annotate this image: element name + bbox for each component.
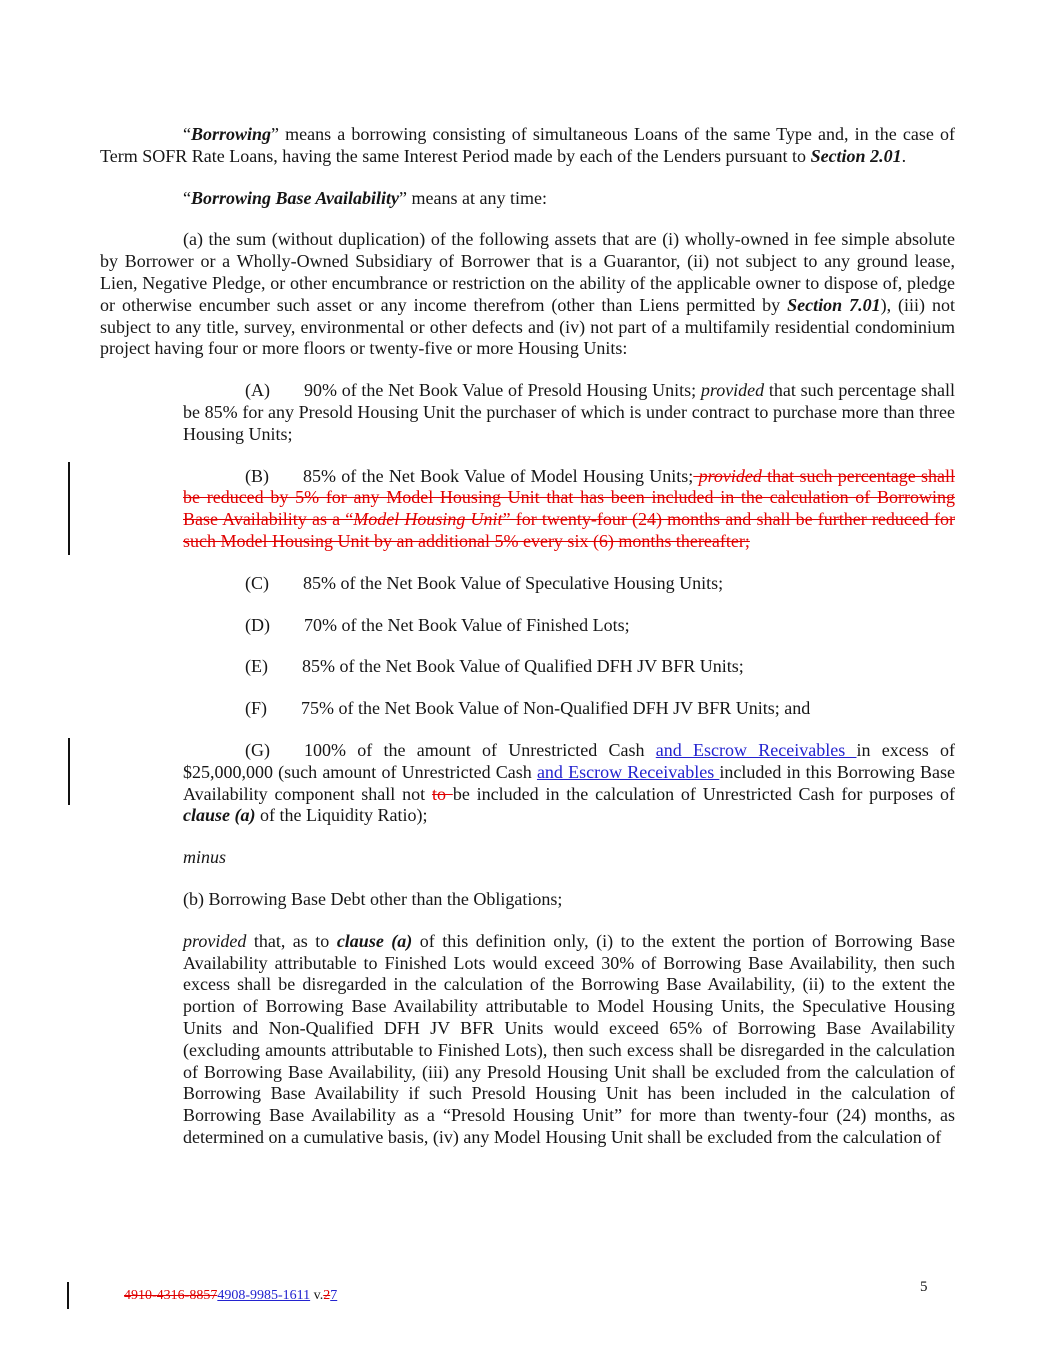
change-bar [68, 738, 70, 805]
text-segment: ” means a borrowing consisting of simultaneous Loans of the same Type and, in the case of Term SOFR Rate Loans, having the same Interest Period made by each of the Lenders pursuant to [100, 124, 955, 166]
text-segment: that, as to [246, 930, 337, 951]
item-F [183, 698, 955, 720]
item-A [183, 380, 955, 445]
text-segment: (a) the sum (without duplication) of the following assets that are (i) wholly-owned in fee simple absolute by Borrower or a Wholly-Owned Subsidiary of Borrower that is a Guarantor, (ii) not subject to any ground lease, Lien, Negative Pledge, or other encumbrance or restriction on the ability of the applicable owner to dispose of, pledge or otherwise encumber such asset or any income therefrom (other than Liens permitted by [100, 229, 955, 315]
item-D [183, 615, 955, 637]
footer-doc-id [124, 1287, 337, 1304]
deleted-text: to [431, 783, 453, 804]
text-segment: (E) [245, 656, 268, 677]
text-segment: (F) [245, 698, 267, 719]
text-segment: (D) [245, 614, 270, 635]
document-body [100, 124, 955, 1169]
text-segment: of this definition only, (i) to the extent the portion of Borrowing Base Availability attributable to Finished Lots would exceed 30% of Borrowing Base Availability, then such excess shall be disregarded in the calculation of the Borrowing Base Availability, (ii) to the extent the portion of Borrowing Base Availability attributable to Model Housing Units, the Speculative Housing Units and Non-Qualified DFH JV BFR Units would exceed 65% of Borrowing Base Availability (excluding amounts attributable to Finished Lots), then such excess shall be disregarded in the calculation of Borrowing Base Availability, (iii) any Presold Housing Unit shall be excluded from the calculation of Borrowing Base Availability if such Presold Housing Unit has been included in the calculation of Borrowing Base Availability as a “Presold Housing Unit” for more than twenty-four (24) months, as determined on a cumulative basis, (iv) any Model Housing Unit shall be excluded from the calculation of [183, 930, 955, 1147]
proviso-paragraph [183, 931, 955, 1149]
item-B [183, 466, 955, 553]
text-segment: clause (a) [183, 805, 256, 826]
clause-a [100, 229, 955, 360]
text-segment: . [901, 145, 907, 166]
text-segment: ” means at any time: [399, 187, 547, 208]
footer-change-bar [67, 1282, 69, 1309]
text-segment: (A) [245, 380, 270, 401]
page-number: 5 [920, 1279, 928, 1295]
text-segment: included in this Borrowing Base Availability component shall not [183, 761, 956, 804]
deleted-text: provided [698, 465, 762, 486]
text-segment: Section 2.01 [810, 145, 902, 166]
inserted-text: 4908-9985-1611 [217, 1288, 311, 1303]
text-segment: “ [183, 124, 191, 144]
text-segment: (b) Borrowing Base Debt other than the Obligations; [183, 888, 563, 909]
change-bar [68, 462, 70, 555]
text-segment: 100% of the amount of Unrestricted Cash [304, 739, 656, 760]
text-segment: in excess of $25,000,000 (such amount of Unrestricted Cash [183, 739, 955, 782]
text-segment: 70% of the Net Book Value of Finished Lots; [304, 614, 630, 635]
text-segment: of the Liquidity Ratio); [255, 805, 428, 826]
text-segment: Borrowing [191, 124, 272, 144]
deleted-text: ” for twenty-four (24) months and shall be further reduced for such Model Housing Unit by an additional 5% every six (6) months thereafter; [183, 509, 955, 551]
deleted-text: Model Housing Unit [353, 509, 503, 530]
text-segment: that such percentage shall be 85% for any Presold Housing Unit the purchaser of which is under contract to purchase more than three Housing Units; [183, 380, 955, 444]
text-segment: (B) [245, 465, 269, 486]
item-C [183, 573, 955, 595]
text-segment: v. [310, 1288, 324, 1303]
minus-connector [183, 847, 955, 869]
text-segment: 85% of the Net Book Value of Speculative Housing Units; [303, 572, 724, 593]
text-segment: 85% of the Net Book Value of Qualified DFH JV BFR Units; [301, 656, 744, 677]
text-segment: provided [183, 930, 247, 951]
item-E [183, 656, 955, 678]
text-segment: (G) [245, 739, 270, 760]
text-segment: 85% of the Net Book Value of Model Housing Units; [303, 465, 694, 486]
deleted-text: 2 [323, 1288, 331, 1303]
inserted-text: 7 [330, 1288, 338, 1303]
text-segment: clause (a) [336, 930, 413, 951]
text-segment: ), (iii) not subject to any title, survey, environmental or other defects and (iv) not part of a multifamily residential condominium project having four or more floors or twenty-five or more Housing Units: [100, 294, 955, 359]
deleted-text: 4910-4316-8857 [124, 1288, 218, 1303]
inserted-text: and Escrow Receivables [536, 761, 720, 782]
text-segment: 90% of the Net Book Value of Presold Housing Units; [304, 380, 701, 401]
paragraph-borrowing-definition [100, 124, 955, 168]
inserted-text: and Escrow Receivables [655, 739, 857, 760]
text-segment: be included in the calculation of Unrestricted Cash for purposes of [452, 783, 956, 804]
paragraph-bba-definition [100, 188, 955, 210]
text-segment: minus [183, 847, 227, 868]
text-segment: 75% of the Net Book Value of Non-Qualified DFH JV BFR Units; and [301, 698, 811, 719]
text-segment: Borrowing Base Availability [191, 187, 400, 208]
text-segment: (C) [245, 572, 269, 593]
deleted-text: that such percentage shall be reduced by 5% for any Model Housing Unit that has been included in the calculation of Borrowing Base Availability as a “ [183, 465, 955, 530]
text-segment: Section 7.01 [787, 294, 881, 315]
text-segment: provided [700, 380, 765, 401]
item-G [183, 740, 955, 827]
clause-b [183, 889, 955, 911]
text-segment: “ [183, 187, 191, 208]
